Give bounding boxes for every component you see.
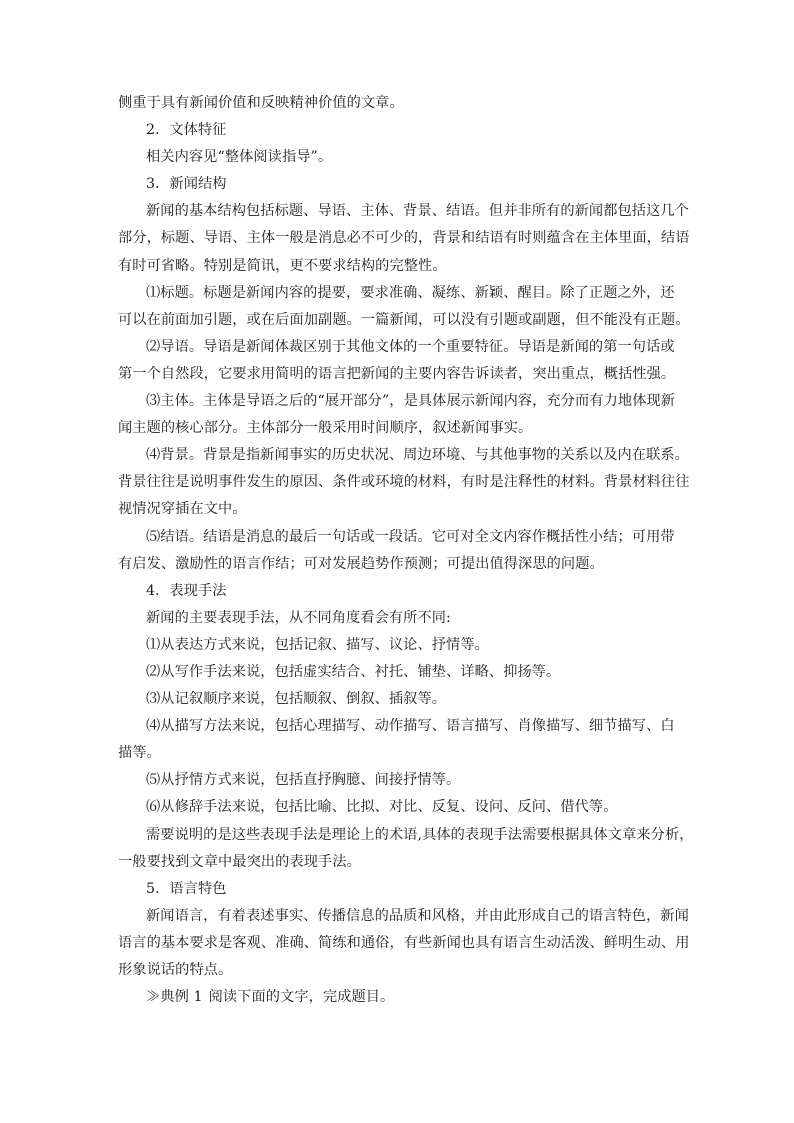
list-item: ⑷从描写方法来说，包括心理描写、动作描写、语言描写、肖像描写、细节描写、白	[146, 718, 675, 735]
section-heading-language: 5．语言特色	[146, 880, 227, 897]
paragraph-line: 相关内容见“整体阅读指导”。	[146, 149, 333, 166]
paragraph-line: 第一个自然段，它要求用简明的语言把新闻的主要内容告诉读者，突出重点，概括性强。	[118, 365, 676, 382]
section-heading-genre: 2．文体特征	[146, 122, 227, 139]
list-item-conclusion: ⑸结语。结语是消息的最后一句话或一段话。它可对全文内容作概括性小结；可用带	[146, 528, 675, 545]
section-heading-techniques: 4．表现手法	[146, 582, 227, 599]
list-item-lead: ⑵导语。导语是新闻体裁区别于其他文体的一个重要特征。导语是新闻的第一句话或	[146, 338, 675, 355]
list-item: ⑶从记叙顺序来说，包括顺叙、倒叙、插叙等。	[146, 691, 447, 708]
paragraph-line: 视情况穿插在文中。	[118, 501, 247, 518]
list-item-title: ⑴标题。标题是新闻内容的提要，要求准确、凝练、新颖、醒目。除了正题之外，还	[146, 284, 675, 301]
list-item-background: ⑷背景。背景是指新闻事实的历史状况、周边环境、与其他事物的关系以及内在联系。	[146, 447, 689, 464]
paragraph-line: 描等。	[118, 745, 161, 762]
paragraph-line: 闻主题的核心部分。主体部分一般采用时间顺序，叙述新闻事实。	[118, 420, 533, 437]
list-item-body: ⑶主体。主体是导语之后的“展开部分”，是具体展示新闻内容，充分而有力地体现新	[146, 393, 676, 410]
paragraph-line: 语言的基本要求是客观、准确、简练和通俗，有些新闻也具有语言生动活泼、鲜明生动、用	[118, 934, 690, 951]
paragraph-line: 形象说话的特点。	[118, 962, 233, 978]
example-instruction: 阅读下面的文字，完成题目。	[208, 989, 395, 1006]
paragraph-line: 新闻语言，有着表述事实、传播信息的品质和风格，并由此形成自己的语言特色，新闻	[146, 907, 689, 924]
paragraph-line: 部分，标题、导语、主体一般是消息必不可少的，背景和结语有时则蕴含在主体里面，结语	[118, 230, 690, 247]
section-heading-structure: 3．新闻结构	[146, 176, 227, 193]
paragraph-line: 有时可省略。特别是简讯，更不要求结构的完整性。	[118, 257, 447, 274]
paragraph-line: 新闻的主要表现手法，从不同角度看会有所不同:	[146, 609, 451, 626]
paragraph-line: 背景往往是说明事件发生的原因、条件或环境的材料，有时是注释性的材料。背景材料往往	[118, 474, 690, 491]
list-item: ⑵从写作手法来说，包括虚实结合、衬托、铺垫、详略、抑扬等。	[146, 663, 561, 680]
list-item: ⑸从抒情方式来说，包括直抒胸臆、间接抒情等。	[146, 772, 461, 789]
paragraph-line: 需要说明的是这些表现手法是理论上的术语,具体的表现手法需要根据具体文章来分析，	[146, 826, 694, 843]
list-item: ⑹从修辞手法来说，包括比喻、比拟、对比、反复、设问、反问、借代等。	[146, 799, 618, 816]
document-page	[118, 90, 694, 1011]
example-label: 典例 1	[160, 989, 203, 1006]
example-heading	[118, 984, 684, 1011]
paragraph-line: 新闻的基本结构包括标题、导语、主体、背景、结语。但并非所有的新闻都包括这几个	[146, 203, 689, 220]
example-mark-icon: ≫	[146, 989, 161, 1006]
paragraph-line: 一般要找到文章中最突出的表现手法。	[118, 853, 361, 870]
paragraph-line: 有启发、激励性的语言作结；可对发展趋势作预测；可提出值得深思的问题。	[118, 555, 604, 572]
list-item: ⑴从表达方式来说，包括记叙、描写、议论、抒情等。	[146, 636, 489, 653]
paragraph-line: 侧重于具有新闻价值和反映精神价值的文章。	[118, 95, 404, 111]
paragraph-line: 可以在前面加引题，或在后面加副题。一篇新闻，可以没有引题或副题，但不能没有正题。	[118, 311, 690, 328]
